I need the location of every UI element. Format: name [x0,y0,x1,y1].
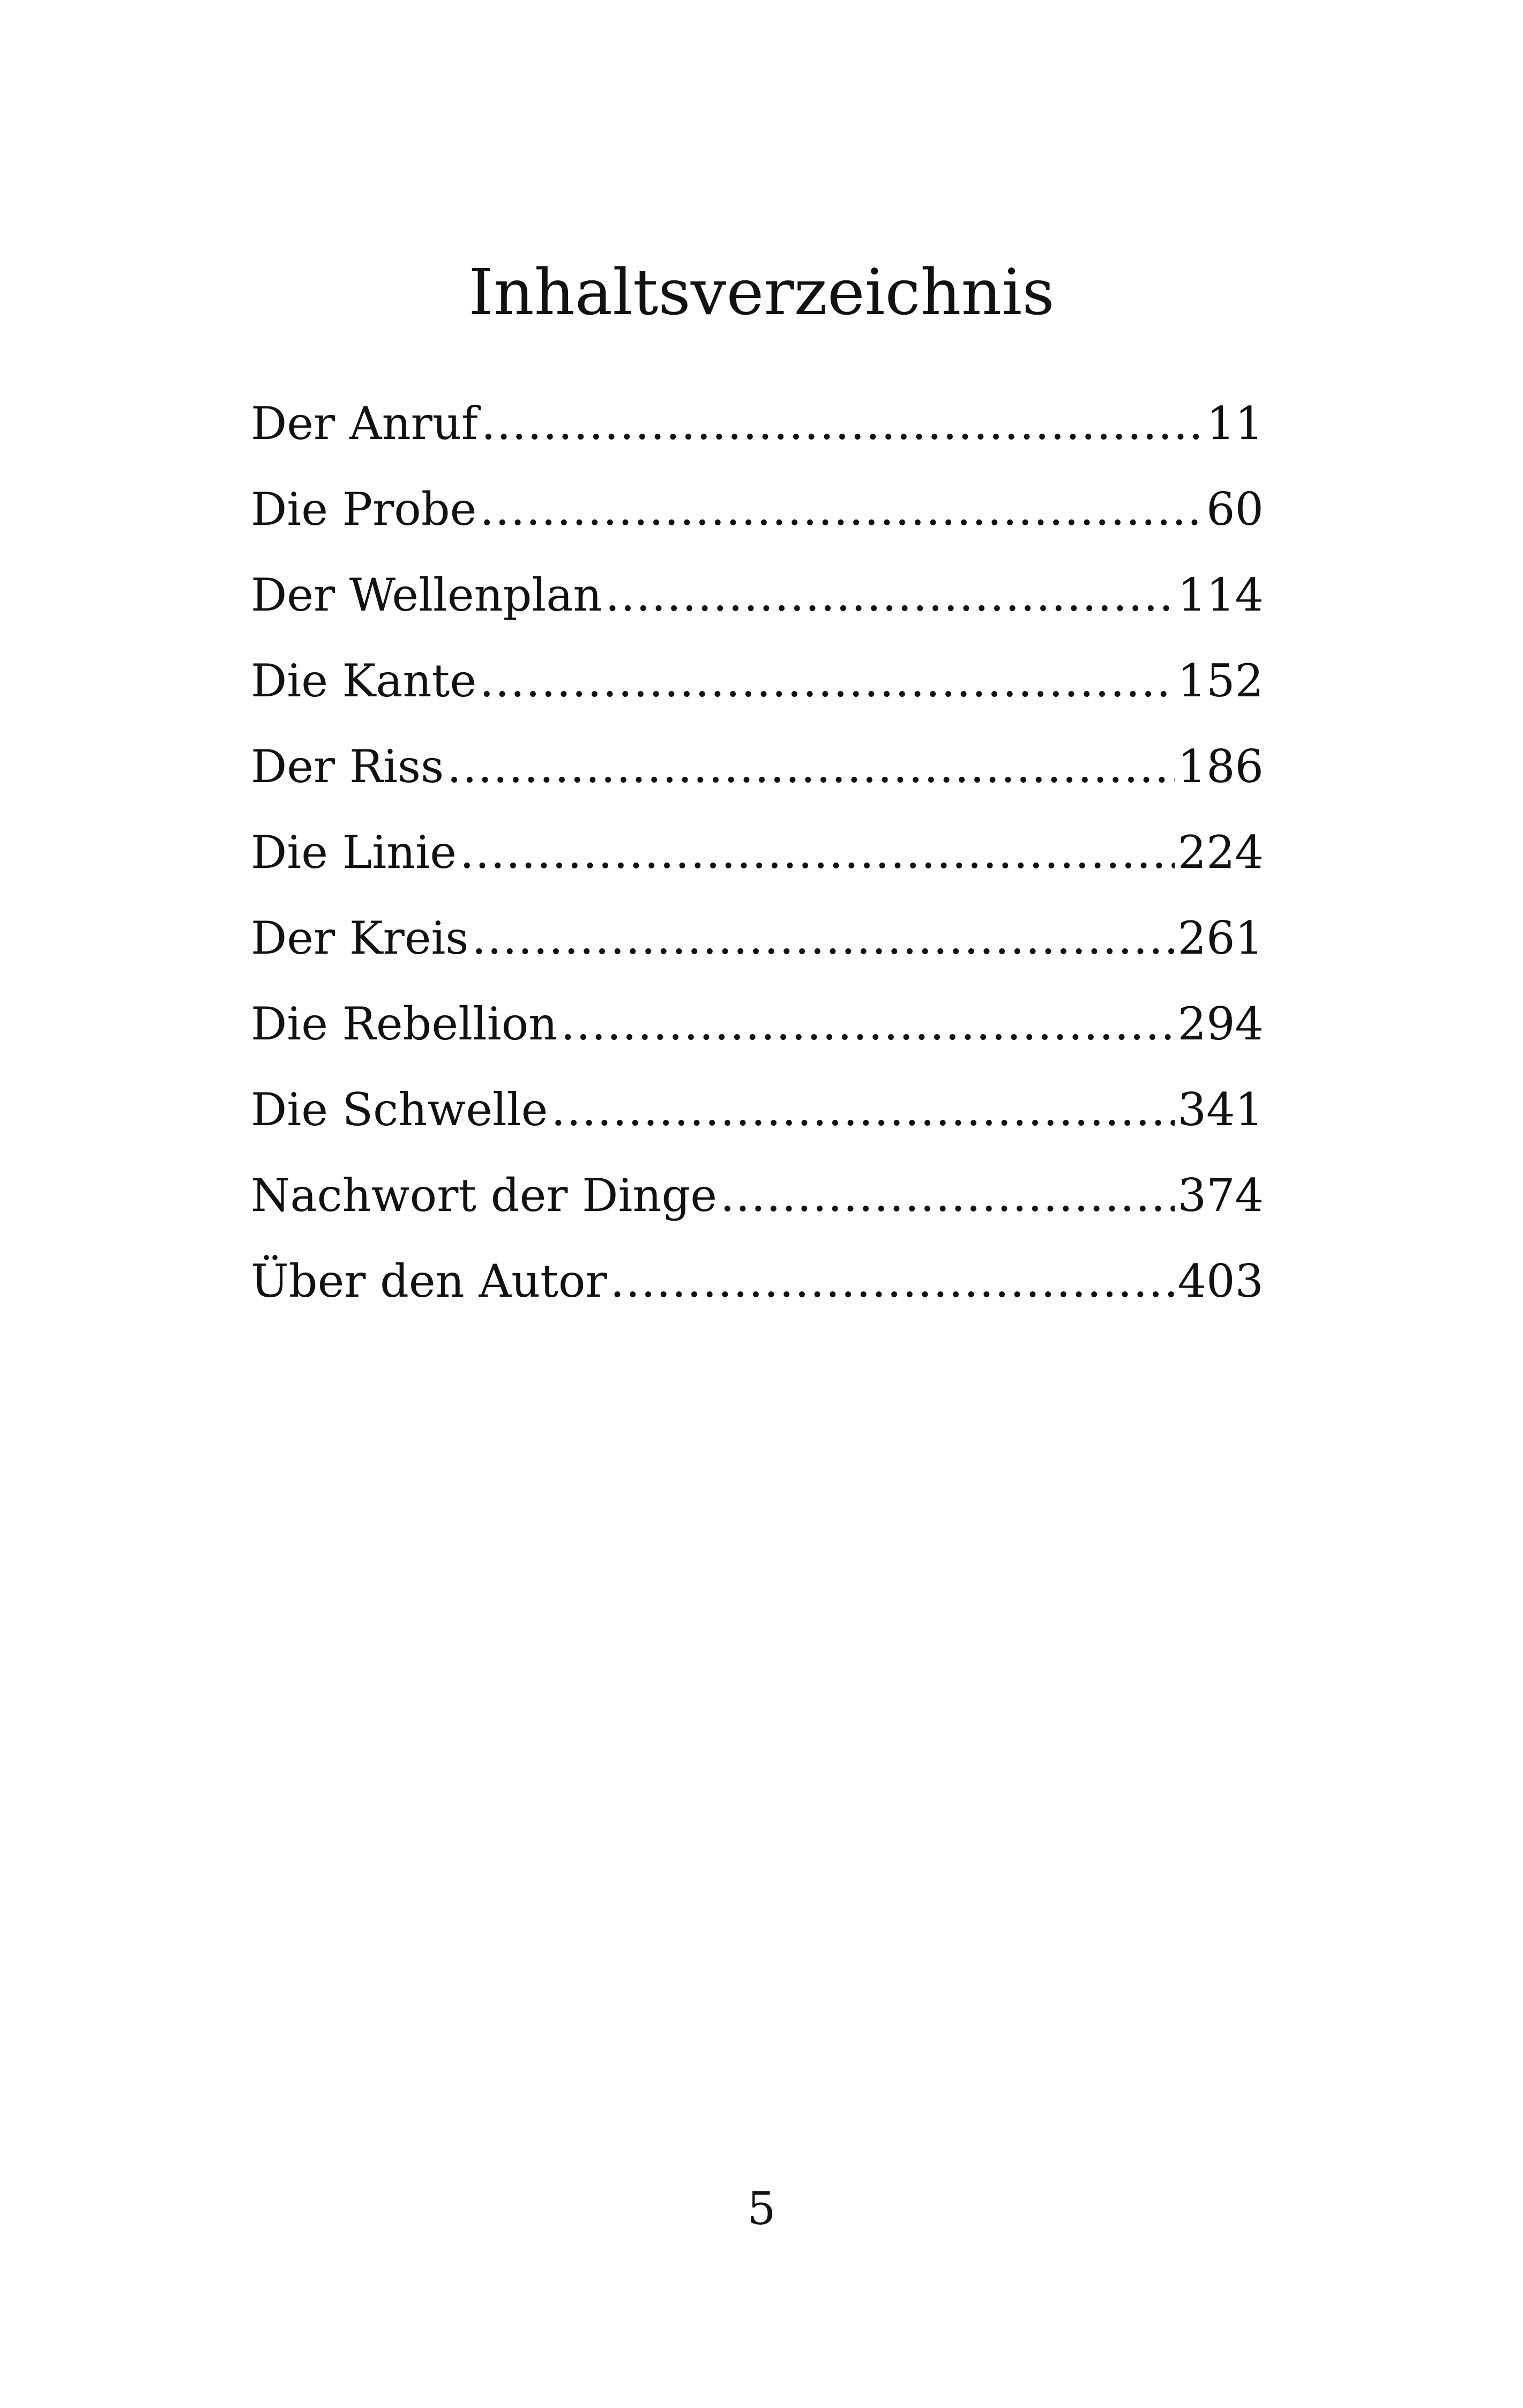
toc-entry-label: Die Rebellion [251,998,558,1050]
toc-entry [251,981,1264,1067]
toc-entry [251,552,1264,638]
page-number: 5 [747,2182,776,2235]
toc-entry-label: Der Anruf [251,397,479,450]
toc-entry-label: Die Linie [251,826,457,879]
toc-entry [251,1067,1264,1153]
toc-entry-label: Nachwort der Dinge [251,1169,717,1222]
toc-entry-label: Die Schwelle [251,1083,548,1136]
table-of-contents [251,381,1264,1324]
toc-dot-leader [472,895,1175,981]
toc-dot-leader [610,1238,1175,1324]
toc-entry [251,638,1264,724]
toc-dot-leader [481,381,1203,466]
toc-dot-leader [460,809,1175,895]
toc-entry [251,809,1264,895]
toc-entry-page: 374 [1177,1169,1264,1222]
toc-dot-leader [605,552,1174,638]
toc-entry-page: 11 [1206,397,1264,450]
toc-entry-page: 403 [1177,1255,1264,1307]
toc-entry-page: 114 [1177,569,1264,621]
toc-entry-label: Die Probe [251,483,477,536]
toc-dot-leader [447,724,1174,809]
toc-entry-page: 294 [1177,998,1264,1050]
toc-entry [251,381,1264,466]
toc-dot-leader [480,638,1175,724]
toc-dot-leader [480,466,1203,552]
toc-entry-page: 224 [1177,826,1264,879]
toc-entry [251,724,1264,809]
toc-entry-label: Die Kante [251,655,477,707]
toc-entry-page: 60 [1206,483,1264,536]
toc-entry-page: 152 [1177,655,1264,707]
toc-entry-label: Der Kreis [251,912,469,964]
toc-entry [251,1153,1264,1238]
toc-entry-label: Über den Autor [251,1255,607,1307]
toc-entry-page: 261 [1177,912,1264,964]
toc-entry-label: Der Riss [251,740,444,793]
toc-entry-label: Der Wellenplan [251,569,602,621]
page-title: Inhaltsverzeichnis [468,255,1055,329]
toc-entry-page: 186 [1177,740,1264,793]
toc-dot-leader [720,1153,1175,1238]
toc-entry [251,1238,1264,1324]
toc-dot-leader [561,981,1174,1067]
toc-entry [251,895,1264,981]
toc-entry [251,466,1264,552]
toc-entry-page: 341 [1177,1083,1264,1136]
toc-dot-leader [551,1067,1174,1153]
